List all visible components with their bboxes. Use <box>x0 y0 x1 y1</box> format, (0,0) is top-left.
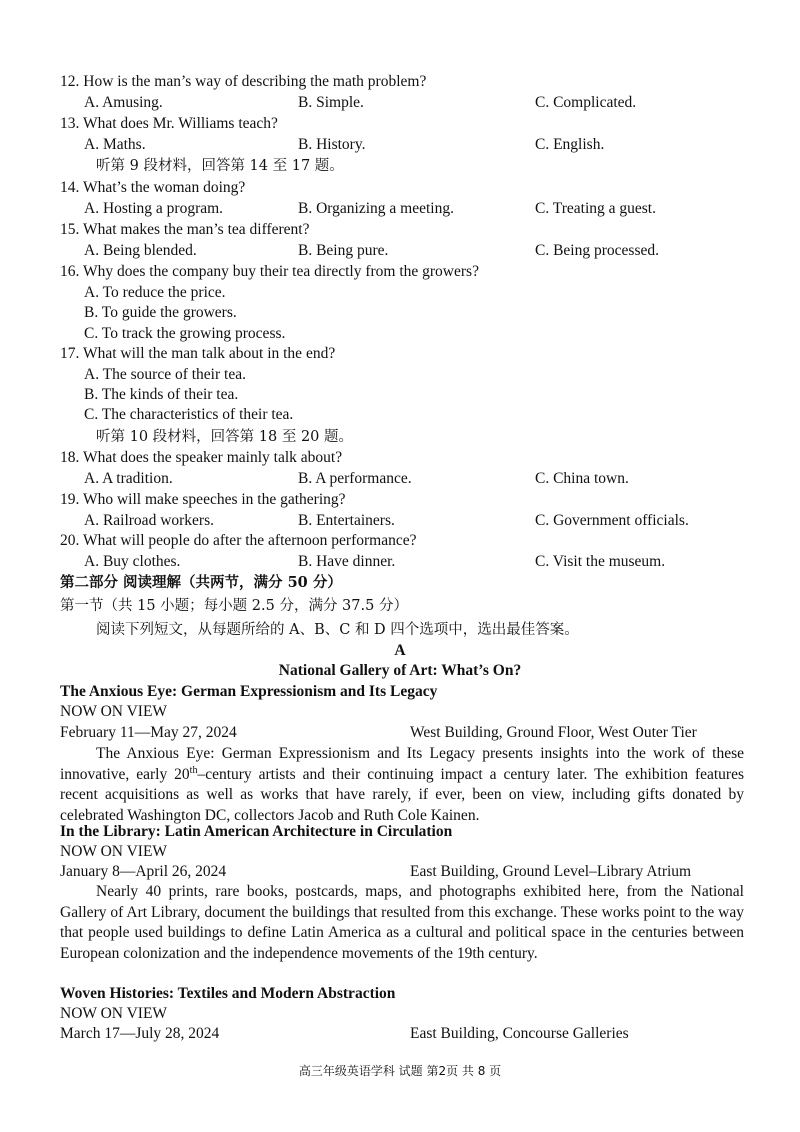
question-17-option-c: C. The characteristics of their tea. <box>84 406 294 423</box>
exhibit-1-title: The Anxious Eye: German Expressionism and Its Legacy <box>60 683 438 700</box>
question-12-option-a: A. Amusing. <box>84 94 163 111</box>
question-19-option-b: B. Entertainers. <box>298 512 395 529</box>
question-19-option-a: A. Railroad workers. <box>84 512 214 529</box>
exhibit-1-desc-part-1: The Anxious Eye: German Expressionism and Its Legacy presents insights into the work of these innovative, early 20 <box>60 745 744 783</box>
question-18-option-b: B. A performance. <box>298 470 412 487</box>
exhibit-3-status: NOW ON VIEW <box>60 1005 168 1022</box>
exhibit-2-title: In the Library: Latin American Architecture in Circulation <box>60 823 453 840</box>
question-12-option-c: C. Complicated. <box>535 94 637 111</box>
page-footer: 高三年级英语学科 试题 第2页 共 8 页 <box>298 1064 502 1078</box>
reading-section-title: 第一节（共 15 小题；每小题 2.5 分，满分 37.5 分） <box>60 598 408 614</box>
question-15-option-c: C. Being processed. <box>535 242 659 259</box>
question-17-stem: 17. What will the man talk about in the end? <box>60 345 336 362</box>
exhibit-2-status: NOW ON VIEW <box>60 843 168 860</box>
exhibit-1-status: NOW ON VIEW <box>60 703 168 720</box>
section-9-instruction: 听第 9 段材料，回答第 14 至 17 题。 <box>96 158 344 174</box>
exhibit-2-dates: January 8—April 26, 2024 <box>60 863 227 880</box>
section-10-instruction: 听第 10 段材料，回答第 18 至 20 题。 <box>96 429 354 445</box>
question-14-stem: 14. What’s the woman doing? <box>60 179 246 196</box>
question-15-stem: 15. What makes the man’s tea different? <box>60 221 310 238</box>
question-18-option-c: C. China town. <box>535 470 629 487</box>
question-14-option-a: A. Hosting a program. <box>84 200 224 217</box>
question-16-stem: 16. Why does the company buy their tea directly from the growers? <box>60 263 479 280</box>
exhibit-3-dates: March 17—July 28, 2024 <box>60 1025 220 1042</box>
passage-letter: A <box>394 642 406 659</box>
exhibit-3-title: Woven Histories: Textiles and Modern Abstraction <box>60 985 396 1002</box>
question-18-stem: 18. What does the speaker mainly talk about? <box>60 449 343 466</box>
exhibit-2-desc-text: Nearly 40 prints, rare books, postcards, maps, and photographs exhibited here, from the National Gallery of Art Library, document the buildings that resulted from this exchange. These works point to the way that people used buildings to define Latin America as a cultural and political space in the centuries between European colonization and the independence movements of the 19th century. <box>60 883 744 963</box>
question-12-option-b: B. Simple. <box>298 94 364 111</box>
question-19-option-c: C. Government officials. <box>535 512 689 529</box>
question-16-option-b: B. To guide the growers. <box>84 304 237 321</box>
question-20-option-a: A. Buy clothes. <box>84 553 181 570</box>
question-12-stem: 12. How is the man’s way of describing the math problem? <box>60 73 427 90</box>
question-19-stem: 19. Who will make speeches in the gathering? <box>60 491 346 508</box>
exhibit-2-location: East Building, Ground Level–Library Atrium <box>410 863 692 880</box>
reading-part-title: 第二部分 阅读理解（共两节，满分 50 分） <box>60 574 342 591</box>
question-13-option-a: A. Maths. <box>84 136 146 153</box>
question-16-option-c: C. To track the growing process. <box>84 325 286 342</box>
question-13-option-c: C. English. <box>535 136 605 153</box>
question-13-option-b: B. History. <box>298 136 366 153</box>
question-20-stem: 20. What will people do after the afternoon performance? <box>60 532 417 549</box>
question-17-option-a: A. The source of their tea. <box>84 366 246 383</box>
exhibit-1-desc-part-2: –century artists and their continuing impact a century later. The exhibition features recent acquisitions as well as works that have rarely, if ever, been on view, including gifts donated by celebrated Washington DC, collectors Jacob and Ruth Cole Kainen. <box>60 765 744 825</box>
exhibit-1-desc-superscript: th <box>189 764 198 776</box>
question-13-stem: 13. What does Mr. Williams teach? <box>60 115 278 132</box>
question-18-option-a: A. A tradition. <box>84 470 173 487</box>
question-20-option-b: B. Have dinner. <box>298 553 396 570</box>
question-15-option-a: A. Being blended. <box>84 242 197 259</box>
passage-title: National Gallery of Art: What’s On? <box>278 662 522 679</box>
question-16-option-a: A. To reduce the price. <box>84 284 226 301</box>
exhibit-1-location: West Building, Ground Floor, West Outer Tier <box>410 724 697 741</box>
reading-instructions: 阅读下列短文，从每题所给的 A、B、C 和 D 四个选项中，选出最佳答案。 <box>96 622 579 638</box>
question-15-option-b: B. Being pure. <box>298 242 389 259</box>
question-14-option-c: C. Treating a guest. <box>535 200 656 217</box>
question-17-option-b: B. The kinds of their tea. <box>84 386 239 403</box>
exhibit-2-description <box>60 882 744 965</box>
exhibit-1-description <box>60 744 744 827</box>
question-14-option-b: B. Organizing a meeting. <box>298 200 454 217</box>
question-20-option-c: C. Visit the museum. <box>535 553 666 570</box>
exhibit-1-dates: February 11—May 27, 2024 <box>60 724 237 741</box>
exhibit-3-location: East Building, Concourse Galleries <box>410 1025 629 1042</box>
